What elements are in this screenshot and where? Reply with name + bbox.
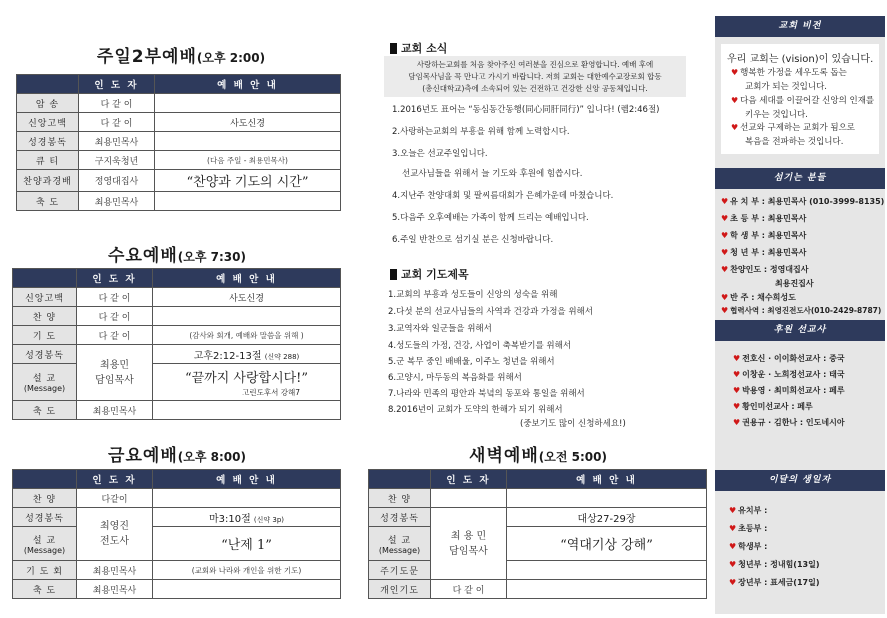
scripture: 대상27-29장 xyxy=(507,508,707,527)
heart-icon: ♥ xyxy=(729,524,737,533)
birthday-item: ♥ 장년부 : 표세금(17일) xyxy=(729,578,820,587)
heart-icon: ♥ xyxy=(721,197,729,206)
dawn-table: 인 도 자 예 배 안 내 찬 양 성경봉독 최 용 민 담임목사 대상27-29장 설 교 (Message) “역대기상 강해” 주기도문 개인기도 다 같 이 xyxy=(368,469,707,599)
heart-icon: ♥ xyxy=(721,231,729,240)
heart-icon: ♥ xyxy=(731,96,739,105)
missionary-item: ♥ 황인미선교사 : 페루 xyxy=(733,402,813,411)
heart-icon: ♥ xyxy=(733,354,741,363)
scripture: 마3:10절 xyxy=(208,513,251,525)
news-item: 6.주일 반찬으로 섬기실 분은 신청바랍니다. xyxy=(392,235,554,245)
servers-heading: 섬기는 분들 xyxy=(715,168,885,189)
vision-item: ♥ 행복한 가정을 세우도록 돕는 xyxy=(731,68,847,78)
missionary-item: ♥ 전호신 · 이이화선교사 : 중국 xyxy=(733,354,845,363)
missionary-item: ♥ 이창운 · 노희정선교사 : 태국 xyxy=(733,370,845,379)
heart-icon: ♥ xyxy=(721,293,729,302)
vision-item: ♥ 선교와 구제하는 교회가 됨으로 xyxy=(731,123,856,133)
sermon-title: “끝까지 사랑합시다!” xyxy=(184,370,309,386)
row-label: 찬양과경배 xyxy=(17,170,79,192)
sermon-series: 고린도후서 강해7 xyxy=(242,387,300,397)
wednesday-title: 수요예배(오후 7:30) xyxy=(108,246,246,266)
birthday-item: ♥ 유치부 : xyxy=(729,506,768,515)
sunday2-title: 주일2부예배(오후 2:00) xyxy=(96,47,266,67)
heart-icon: ♥ xyxy=(721,306,729,315)
missionaries-heading: 후원 선교사 xyxy=(715,320,885,341)
news-item: 3.오늘은 선교주일입니다. xyxy=(392,149,488,159)
server-item: ♥ 찬양인도 : 정영대집사 xyxy=(721,265,809,274)
heart-icon: ♥ xyxy=(733,418,741,427)
server-item: ♥ 유 치 부 : 최용민목사 (010-3999-8135) xyxy=(721,197,885,206)
vision-heading: 교회 비전 xyxy=(715,16,885,37)
news-item: 선교사님들을 위해서 늘 기도와 후원에 힘씁시다. xyxy=(402,169,583,179)
sermon-title: “난제 1” xyxy=(153,527,341,561)
server-item: ♥ 청 년 부 : 최용민목사 xyxy=(721,248,807,257)
row-label: 신앙고백 xyxy=(17,113,79,132)
friday-title: 금요예배(오후 8:00) xyxy=(108,446,246,466)
friday-table: 인 도 자 예 배 안 내 찬 양 다같이 성경봉독 최영진 전도사 마3:10절 (신약 3p) 설 교 (Message) “난제 1” 기 도 회 최용민목사 (교회와 나라와 개인을 위한 기도) 축 도 최용민목사 xyxy=(12,469,341,599)
heart-icon: ♥ xyxy=(733,370,741,379)
heart-icon: ♥ xyxy=(721,214,729,223)
news-item: 1.2016년도 표어는 “동심동간동행(同心同肝同行)” 입니다! (렘2:46절) xyxy=(392,105,660,115)
news-item: 2.사랑하는교회의 부흥을 위해 함께 노력합시다. xyxy=(392,127,570,137)
scripture: 고후2:12-13절 xyxy=(193,350,262,362)
birthday-item: ♥ 초등부 : xyxy=(729,524,768,533)
heart-icon: ♥ xyxy=(729,578,737,587)
welcome-notice: 사랑하는교회를 처음 찾아주신 여러분을 진심으로 환영합니다. 예배 후에 담임목사님을 꼭 만나고 가시기 바랍니다. 저희 교회는 대한예수교장로회 합동 (총신대학교)측에 소속되어 있는 건전하고 건강한 신앙 공동체입니다. xyxy=(384,56,686,97)
heart-icon: ♥ xyxy=(721,248,729,257)
server-item: ♥ 반 주 : 채수희성도 xyxy=(721,293,796,302)
prayer-item: 1.교회의 부흥과 성도들이 신앙의 성숙을 위해 xyxy=(388,290,558,300)
sunday2-table: 인 도 자 예 배 안 내 암 송 다 같 이 신앙고백 다 같 이 사도신경 성경봉독 최용민목사 큐 티 구지욱청년 (다음 주일 - 최용민목사) 찬양과경배 정영대집사 “찬양과 기도의 시간” 축 도 최용민목사 xyxy=(16,74,341,211)
prayer-item: 7.나라와 민족의 평안과 북녘의 동포와 통일을 위해서 xyxy=(388,389,585,399)
square-bullet-icon xyxy=(390,43,397,54)
vision-intro: 우리 교회는 (vision)이 있습니다. xyxy=(727,54,874,65)
birthday-item: ♥ 학생부 : xyxy=(729,542,768,551)
prayer-item: 4.성도들의 가정, 건강, 사업이 축복받기를 위해서 xyxy=(388,341,572,351)
heart-icon: ♥ xyxy=(729,542,737,551)
heart-icon: ♥ xyxy=(733,386,741,395)
col-leader: 인 도 자 xyxy=(79,75,155,94)
server-item: ♥ 초 등 부 : 최용민목사 xyxy=(721,214,807,223)
sermon-title: “찬양과 기도의 시간” xyxy=(155,170,341,192)
col-guide: 예 배 안 내 xyxy=(155,75,341,94)
prayer-item: 8.2016년이 교회가 도약의 한해가 되기 위해서 xyxy=(388,405,563,415)
prayer-item: 6.고양시, 마두동의 복음화를 위해서 xyxy=(388,373,522,383)
news-item: 4.지난주 찬양대회 및 팔씨름대회가 은혜가운데 마쳤습니다. xyxy=(392,191,614,201)
prayer-footer: (중보기도 많이 신청하세요!) xyxy=(520,419,626,429)
server-item: ♥ 협력사역 : 최영진전도사(010-2429-8787) xyxy=(721,306,882,315)
prayer-item: 5.군 복무 중인 배배울, 이주노 청년을 위해서 xyxy=(388,357,555,367)
vision-item: ♥ 다음 세대를 이끌어갈 신앙의 인재를 xyxy=(731,96,875,106)
birthday-item: ♥ 청년부 : 정내힘(13일) xyxy=(729,560,820,569)
row-label: 축 도 xyxy=(17,192,79,211)
prayer-heading: 교회 기도제목 xyxy=(390,266,469,282)
heart-icon: ♥ xyxy=(731,68,739,77)
row-label: 성경봉독 xyxy=(17,132,79,151)
heart-icon: ♥ xyxy=(733,402,741,411)
news-item: 5.다음주 오후예배는 가족이 함께 드리는 예배입니다. xyxy=(392,213,589,223)
row-label: 암 송 xyxy=(17,94,79,113)
row-label: 큐 티 xyxy=(17,151,79,170)
square-bullet-icon xyxy=(390,269,397,280)
merged-leader: 최용민 담임목사 xyxy=(77,345,153,401)
heart-icon: ♥ xyxy=(721,265,729,274)
heart-icon: ♥ xyxy=(729,560,737,569)
news-heading: 교회 소식 xyxy=(390,40,447,56)
heart-icon: ♥ xyxy=(729,506,737,515)
wednesday-table: 인 도 자 예 배 안 내 신앙고백 다 같 이 사도신경 찬 양 다 같 이 기 도 다 같 이 (감사와 회개, 예배와 말씀을 위해 ) 성경봉독 최용민 담임목사 고후2:12-13절 (신약 288) 설 교 (Message) “끝까지 사랑합시다!” 고린도후서 강해7 축 도 최용민목사 xyxy=(12,268,341,420)
merged-leader: 최영진 전도사 xyxy=(77,508,153,561)
birthdays-heading: 이달의 생일자 xyxy=(715,470,885,491)
prayer-item: 2.다섯 분의 선교사님들의 사역과 건강과 가정을 위해서 xyxy=(388,307,593,317)
prayer-item: 3.교역자와 일군들을 위해서 xyxy=(388,324,492,334)
heart-icon: ♥ xyxy=(731,123,739,132)
dawn-title: 새벽예배(오전 5:00) xyxy=(469,446,607,466)
sermon-title: “역대기상 강해” xyxy=(507,527,707,561)
server-item: ♥ 학 생 부 : 최용민목사 xyxy=(721,231,807,240)
merged-leader: 최 용 민 담임목사 xyxy=(431,508,507,580)
missionary-item: ♥ 권용규 · 김한나 : 인도네시아 xyxy=(733,418,845,427)
missionary-item: ♥ 박용영 · 최미희선교사 : 페루 xyxy=(733,386,845,395)
